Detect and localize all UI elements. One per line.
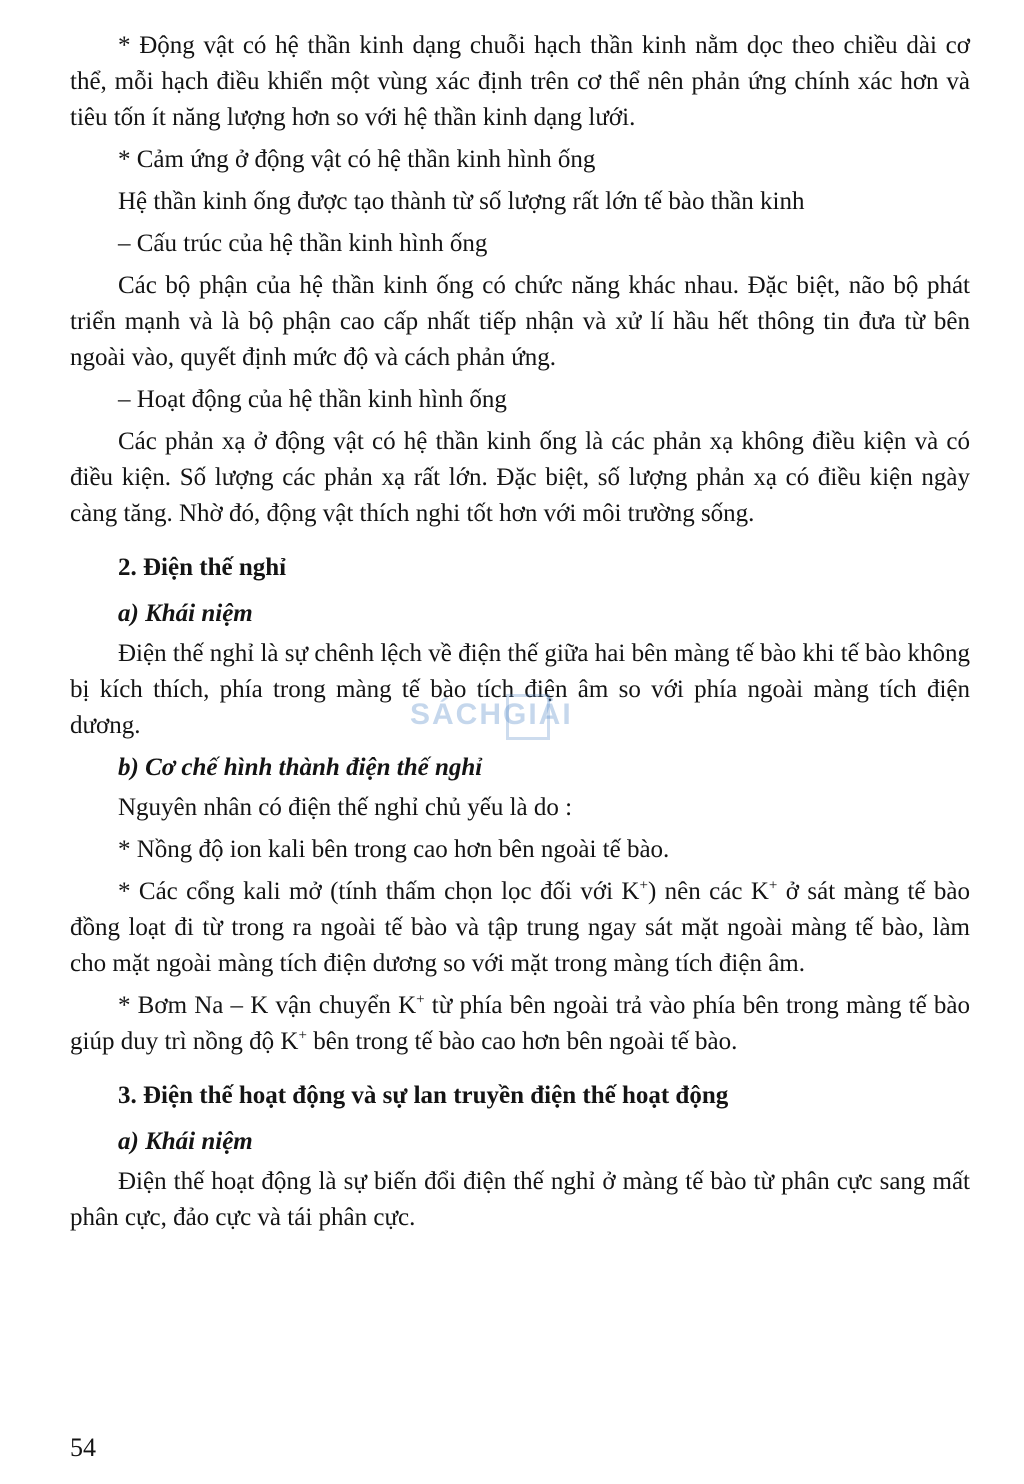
text-run: * Các cổng kali mở (tính thấm chọn lọc đối với K xyxy=(118,878,640,905)
text-run: từ phía bên ngoài trả vào phía bên trong màng tế bào giúp duy trì nồng độ K xyxy=(70,992,971,1055)
paragraph-na-k-pump xyxy=(70,988,970,1060)
paragraph-potassium-gates xyxy=(70,874,970,982)
text-run: ở sát màng tế bào đồng loạt đi từ trong ra ngoài tế bào và tập trung ngay sát mặt ngoài màng tế bào, làm cho mặt ngoài màng tích điện dương so với mặt trong màng tích điện âm. xyxy=(70,878,971,977)
text-run: ) nên các K xyxy=(647,878,769,905)
superscript-plus: + xyxy=(298,1027,307,1044)
subheading-concept: a) Khái niệm xyxy=(118,600,253,627)
paragraph-cause: Nguyên nhân có điện thế nghỉ chủ yếu là do : xyxy=(118,794,573,821)
paragraph-potassium-concentration: * Nồng độ ion kali bên trong cao hơn bên ngoài tế bào. xyxy=(118,836,670,863)
superscript-plus: + xyxy=(768,877,778,894)
paragraph-tubular-cells: Hệ thần kinh ống được tạo thành từ số lượng rất lớn tế bào thần kinh xyxy=(118,188,805,215)
text-run: * Bơm Na – K vận chuyển K xyxy=(118,992,417,1019)
paragraph-tubular-intro: * Cảm ứng ở động vật có hệ thần kinh hình ống xyxy=(118,146,596,173)
paragraph-activity-heading: – Hoạt động của hệ thần kinh hình ống xyxy=(118,386,507,413)
paragraph-structure: Các bộ phận của hệ thần kinh ống có chức năng khác nhau. Đặc biệt, não bộ phát triển mạnh và là bộ phận cao cấp nhất tiếp nhận và xử lí hầu hết thông tin đưa từ bên ngoài vào, quyết định mức độ và cách phản ứng. xyxy=(70,272,970,371)
text-run: bên trong tế bào cao hơn bên ngoài tế bào. xyxy=(306,1028,738,1055)
paragraph-resting-definition: Điện thế nghỉ là sự chênh lệch về điện thế giữa hai bên màng tế bào khi tế bào không bị kích thích, phía trong màng tế bào tích điện âm so với phía ngoài màng tích điện dương. xyxy=(70,640,970,739)
subheading-concept-2: a) Khái niệm xyxy=(118,1128,253,1155)
watermark-text: SÁCHGIẢI xyxy=(410,698,573,731)
paragraph-activity: Các phản xạ ở động vật có hệ thần kinh ống là các phản xạ không điều kiện và có điều kiện. Số lượng các phản xạ rất lớn. Đặc biệt, số lượng phản xạ có điều kiện ngày càng tăng. Nhờ đó, động vật thích nghi tốt hơn với môi trường sống. xyxy=(70,428,970,527)
section-heading-action-potential: 3. Điện thế hoạt động và sự lan truyền điện thế hoạt động xyxy=(118,1082,729,1109)
paragraph-structure-heading: – Cấu trúc của hệ thần kinh hình ống xyxy=(118,230,488,257)
superscript-plus: + xyxy=(416,991,425,1008)
page-body xyxy=(70,28,970,1242)
page-number: 54 xyxy=(70,1433,96,1462)
paragraph-action-definition: Điện thế hoạt động là sự biến đổi điện thế nghỉ ở màng tế bào từ phân cực sang mất phân cực, đảo cực và tái phân cực. xyxy=(70,1168,970,1231)
section-heading-resting-potential: 2. Điện thế nghỉ xyxy=(118,554,287,581)
subheading-mechanism: b) Cơ chế hình thành điện thế nghỉ xyxy=(118,754,483,781)
paragraph-chain-ganglia: * Động vật có hệ thần kinh dạng chuỗi hạch thần kinh nằm dọc theo chiều dài cơ thể, mỗi hạch điều khiển một vùng xác định trên cơ thể nên phản ứng chính xác hơn và tiêu tốn ít năng lượng hơn so với hệ thần kinh dạng lưới. xyxy=(70,32,970,131)
superscript-plus: + xyxy=(639,877,648,894)
